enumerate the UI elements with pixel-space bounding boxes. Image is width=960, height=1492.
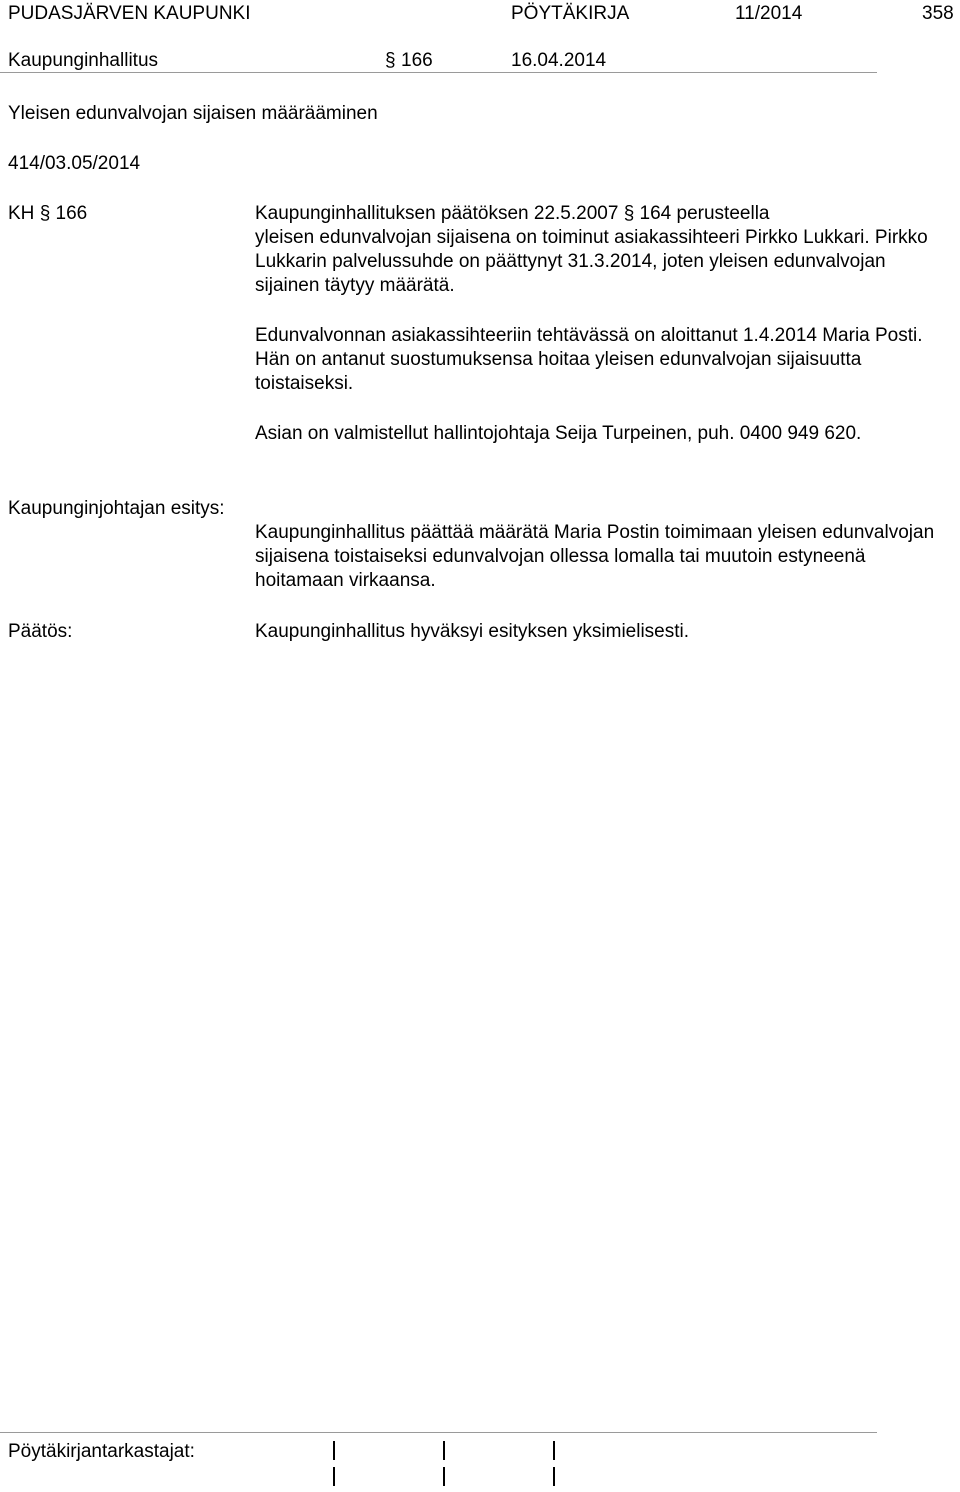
paragraph-preparer: Asian on valmistellut hallintojohtaja Seija Turpeinen, puh. 0400 949 620. <box>255 423 862 444</box>
decision-text: Kaupunginhallitus hyväksyi esityksen yksimielisesti. <box>255 621 690 642</box>
kh-number: 166 <box>55 203 88 224</box>
issue-number: 11/2014 <box>735 3 803 24</box>
document-type: PÖYTÄKIRJA <box>511 3 630 24</box>
signature-slot-3a <box>553 1441 555 1460</box>
signature-slot-2a <box>443 1441 445 1460</box>
p1-line1-pre: Kaupunginhallituksen päätöksen 22.5.2007 <box>255 203 619 224</box>
page-number: 358 <box>922 3 954 24</box>
header-divider <box>0 72 877 73</box>
signature-slot-1a <box>333 1441 335 1460</box>
meeting-date: 16.04.2014 <box>511 50 607 71</box>
proposal-text: Kaupunginhallitus päättää määrätä Maria Postin toimimaan yleisen edunvalvojan sijaisena toistaiseksi edunvalvojan ollessa lomalla tai muutoin estyneenä hoitamaan virkaansa. <box>255 522 935 591</box>
section-sign-icon: § <box>385 50 396 71</box>
kh-section-sign-icon: § <box>39 203 51 224</box>
paragraph-background <box>255 202 935 298</box>
item-title: Yleisen edunvalvojan sijaisen määrääminen <box>8 103 378 124</box>
p1-line1-post: 164 perusteella <box>639 203 770 224</box>
signature-slot-2b <box>443 1467 445 1486</box>
signature-slot-3b <box>553 1467 555 1486</box>
kh-text: KH <box>8 203 35 224</box>
signature-slot-1b <box>333 1467 335 1486</box>
kh-label <box>8 202 87 226</box>
proposal-label: Kaupunginjohtajan esitys: <box>8 498 225 519</box>
item-reference: 414/03.05/2014 <box>8 153 141 174</box>
decision-label: Päätös: <box>8 621 73 642</box>
p1-section-sign-icon: § <box>623 203 635 224</box>
paragraph-appointment: Edunvalvonnan asiakassihteeriin tehtävässä on aloittanut 1.4.2014 Maria Posti. Hän on antanut suostumuksensa hoitaa yleisen edunvalvojan sijaisuutta toistaiseksi. <box>255 325 923 394</box>
reviewers-label: Pöytäkirjantarkastajat: <box>8 1441 195 1462</box>
section-number: 166 <box>401 50 433 71</box>
paragraph-background-rest: yleisen edunvalvojan sijaisena on toiminut asiakassihteeri Pirkko Lukkari. Pirkko Lukkarin palvelussuhde on päättynyt 31.3.2014, joten yleisen edunvalvojan sijainen täytyy määrätä. <box>255 227 928 296</box>
municipality-name: PUDASJÄRVEN KAUPUNKI <box>8 3 251 24</box>
footer-divider <box>0 1432 877 1433</box>
governing-body: Kaupunginhallitus <box>8 50 159 71</box>
paragraph-background-line1 <box>255 202 935 226</box>
